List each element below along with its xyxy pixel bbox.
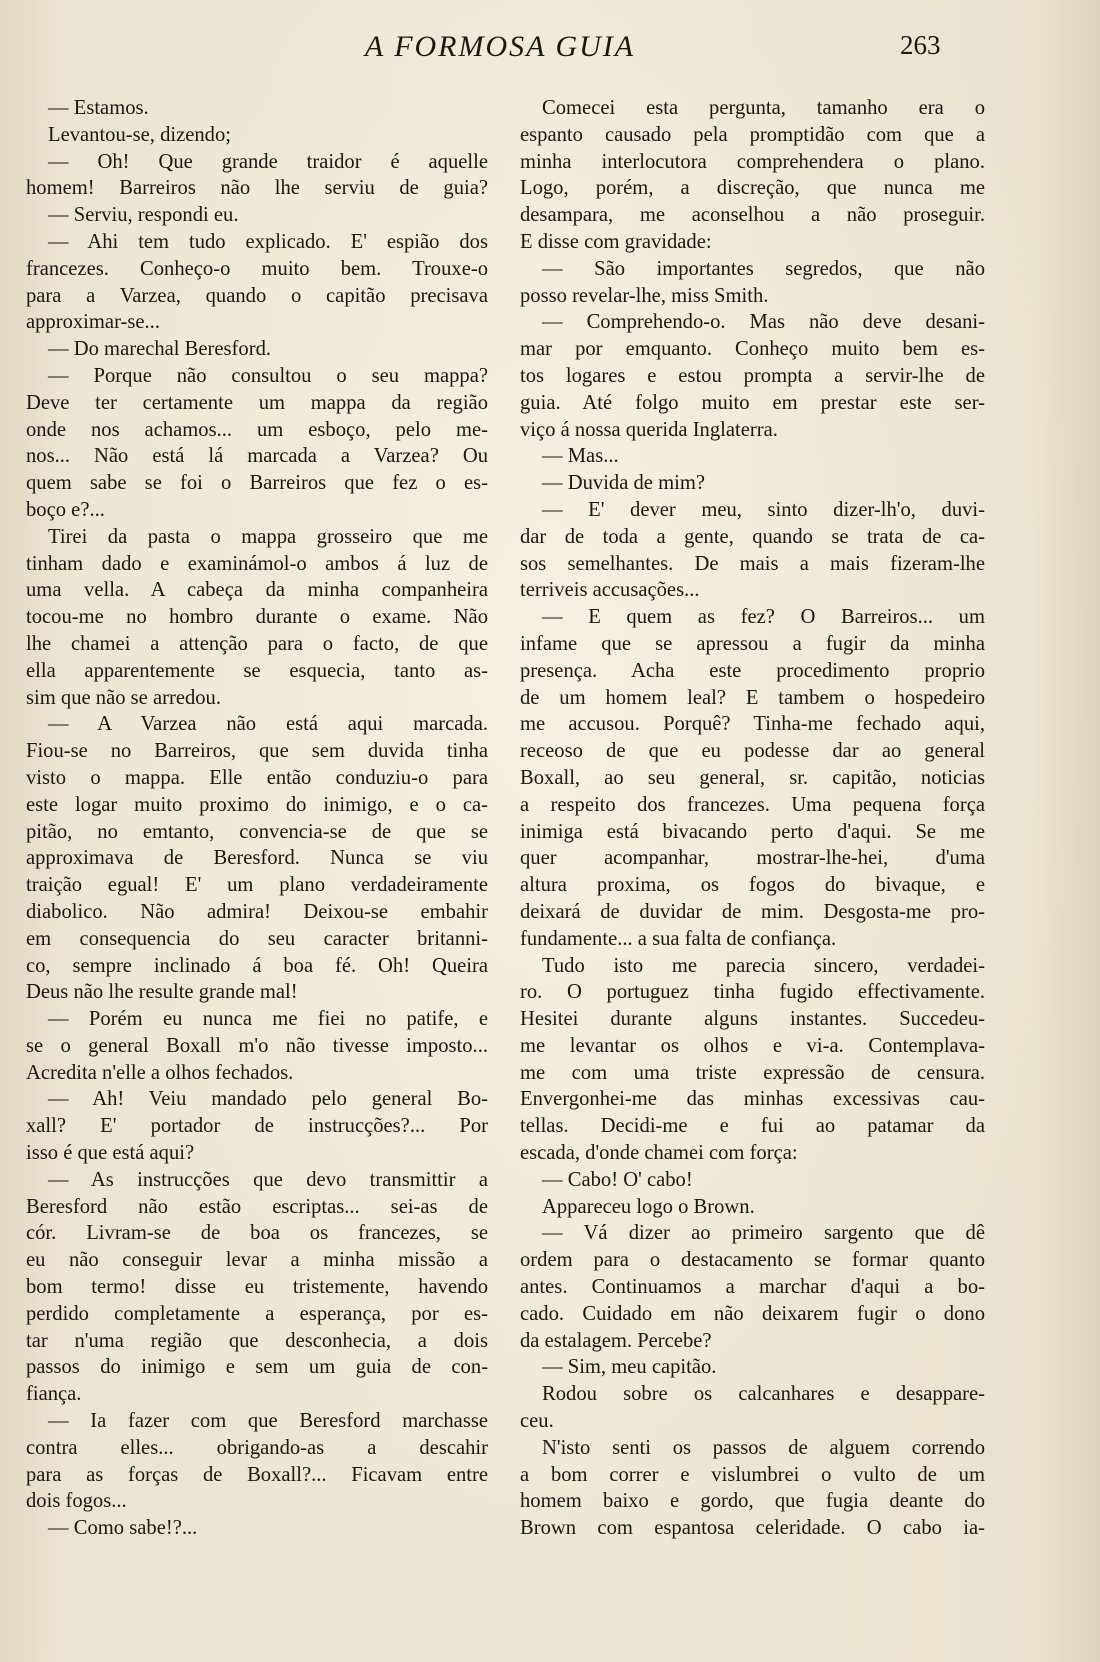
text-line: em consequencia do seu caracter britanni- [26,927,488,950]
text-line: dar de toda a gente, quando se trata de ca- [520,525,985,548]
text-line: de um homem leal? E tambem o hospedeiro [520,686,985,709]
text-line: Boxall, ao seu general, sr. capitão, noticias [520,766,985,789]
text-line: onde nos achamos... um esboço, pelo me- [26,418,488,441]
text-line: sos semelhantes. De mais a mais fizeram-lhe [520,552,985,575]
text-line: fundamente... a sua falta de confiança. [520,927,837,950]
text-line: escada, d'onde chamei com força: [520,1142,798,1165]
text-line: co, sempre inclinado á boa fé. Oh! Queira [26,954,488,977]
text-line: presença. Acha este procedimento proprio [520,659,985,682]
text-line: para as forças de Boxall?... Ficavam entre [26,1463,488,1486]
text-line: ceu. [520,1410,554,1433]
text-line: N'isto senti os passos de alguem correndo [542,1436,985,1459]
text-line: pitão, no emtanto, convencia-se de que se [26,820,488,843]
text-line: — Ia fazer com que Beresford marchasse [48,1410,488,1433]
text-line: espanto causado pela promptidão com que a [520,123,985,146]
text-line: passos do inimigo e sem um guia de con- [26,1356,488,1379]
text-line: a bom correr e vislumbrei o vulto de um [520,1463,985,1486]
text-line: — As instrucções que devo transmittir a [48,1168,488,1191]
text-line: Envergonhei-me das minhas excessivas cau- [520,1088,985,1111]
text-line: cór. Livram-se de boa os francezes, se [26,1222,488,1245]
text-line: Logo, porém, a discreção, que nunca me [520,177,985,200]
text-line: ella apparentemente se esquecia, tanto as- [26,659,488,682]
text-line: — Do marechal Beresford. [48,338,272,361]
text-line: desampara, me aconselhou a não proseguir. [520,204,985,227]
text-line: tocou-me no hombro durante o exame. Não [26,606,488,629]
text-line: nos... Não está lá marcada a Varzea? Ou [26,445,488,468]
text-line: Deus não lhe resulte grande mal! [26,981,298,1004]
text-line: — Serviu, respondi eu. [48,204,239,227]
text-line: tinham dado e examinámol-o ambos á luz de [26,552,488,575]
text-line: traição egual! E' um plano verdadeiramente [26,874,488,897]
text-line: Levantou-se, dizendo; [48,123,231,146]
text-line: xall? E' portador de instrucções?... Por [26,1115,488,1138]
text-line: approximava de Beresford. Nunca se viu [26,847,488,870]
text-line: viço á nossa querida Inglaterra. [520,418,778,441]
text-line: antes. Continuamos a marchar d'aqui a bo- [520,1276,985,1299]
text-line: — Como sabe!?... [48,1517,198,1540]
text-line: cado. Cuidado em não deixarem fugir o dono [520,1302,985,1325]
text-line: se o general Boxall m'o não tivesse imposto... [26,1034,488,1057]
text-line: me accusou. Porquê? Tinha-me fechado aqui, [520,713,985,736]
text-line: Appareceu logo o Brown. [542,1195,755,1218]
text-line: altura proxima, os fogos do bivaque, e [520,874,985,897]
text-line: — Vá dizer ao primeiro sargento que dê [542,1222,985,1245]
text-line: Hesitei durante alguns instantes. Succedeu- [520,1008,985,1031]
right-text-column [520,95,985,1542]
text-line: Fiou-se no Barreiros, que sem duvida tinha [26,740,488,763]
text-line: perdido completamente a esperança, por es- [26,1302,488,1325]
text-line: tellas. Decidi-me e fui ao patamar da [520,1115,985,1138]
text-line: terriveis accusações... [520,579,700,602]
text-line: — Porém eu nunca me fiei no patife, e [48,1008,488,1031]
text-line: — E quem as fez? O Barreiros... um [542,606,985,629]
text-line: — E' dever meu, sinto dizer-lh'o, duvi- [542,498,985,521]
text-line: — Sim, meu capitão. [542,1356,717,1379]
text-line: quem sabe se foi o Barreiros que fez o es- [26,472,488,495]
text-line: tos logares e estou prompta a servir-lhe de [520,364,985,387]
text-line: — Oh! Que grande traidor é aquelle [48,150,488,173]
text-line: mar por emquanto. Conheço muito bem es- [520,338,985,361]
text-line: — Ah! Veiu mandado pelo general Bo- [48,1088,488,1111]
text-line: da estalagem. Percebe? [520,1329,712,1352]
text-line: — Estamos. [48,97,149,119]
text-line: uma vella. A cabeça da minha companheira [26,579,488,602]
text-line: Rodou sobre os calcanhares e desappare- [542,1383,985,1406]
text-line: dois fogos... [26,1490,127,1513]
text-line: Brown com espantosa celeridade. O cabo ia- [520,1517,985,1540]
text-line: homem! Barreiros não lhe serviu de guia? [26,177,488,200]
text-line: inimiga está bivacando perto d'aqui. Se me [520,820,985,843]
text-line: approximar-se... [26,311,160,334]
text-line: me com uma triste expressão de censura. [520,1061,985,1084]
text-line: minha interlocutora comprehendera o plano. [520,150,985,173]
text-line: posso revelar-lhe, miss Smith. [520,284,769,307]
text-line: Tudo isto me parecia sincero, verdadei- [542,954,985,977]
text-line: homem baixo e gordo, que fugia deante do [520,1490,985,1513]
text-line: — Duvida de mim? [542,472,706,495]
left-text-column [26,95,488,1542]
text-line: lhe chamei a attenção para o facto, de que [26,632,488,655]
text-line: eu não conseguir levar a minha missão a [26,1249,488,1272]
text-line: receoso de que eu podesse dar ao general [520,740,985,763]
text-line: francezes. Conheço-o muito bem. Trouxe-o [26,257,488,280]
text-line: boço e?... [26,498,105,521]
text-line: tar n'uma região que desconhecia, a dois [26,1329,488,1352]
text-line: Acredita n'elle a olhos fechados. [26,1061,294,1084]
text-line: — Mas... [542,445,619,468]
text-line: bom termo! disse eu tristemente, havendo [26,1276,488,1299]
text-line: — A Varzea não está aqui marcada. [48,713,488,736]
text-line: ro. O portuguez tinha fugido effectivamente. [520,981,985,1004]
page-number: 263 [900,30,941,60]
text-line: guia. Até folgo muito em prestar este ser- [520,391,985,414]
text-line: isso é que está aqui? [26,1142,195,1165]
text-line: quer acompanhar, mostrar-lhe-hei, d'uma [520,847,985,870]
text-line: Beresford não estão escriptas... sei-as de [26,1195,488,1218]
text-line: — Ahi tem tudo explicado. E' espião dos [48,230,488,253]
text-line: contra elles... obrigando-as a descahir [26,1436,488,1459]
text-line: visto o mappa. Elle então conduziu-o para [26,766,488,789]
text-line: me levantar os olhos e vi-a. Contemplava- [520,1034,985,1057]
text-line: para a Varzea, quando o capitão precisava [26,284,488,307]
text-line: — Comprehendo-o. Mas não deve desani- [542,311,985,334]
running-header-title: A FORMOSA GUIA [364,30,636,63]
text-line: — Porque não consultou o seu mappa? [48,364,488,387]
text-line: infame que se apressou a fugir da minha [520,632,985,655]
text-line: diabolico. Não admira! Deixou-se embahir [26,900,488,923]
text-line: sim que não se arredou. [26,686,222,709]
text-line: Tirei da pasta o mappa grosseiro que me [48,525,488,548]
text-line: — São importantes segredos, que não [542,257,985,280]
text-line: Deve ter certamente um mappa da região [26,391,488,414]
text-line: ordem para o destacamento se formar quanto [520,1249,985,1272]
text-line: E disse com gravidade: [520,230,712,253]
text-line: a respeito dos francezes. Uma pequena força [520,793,985,816]
text-line: fiança. [26,1383,82,1406]
text-line: Comecei esta pergunta, tamanho era o [542,97,985,119]
text-line: — Cabo! O' cabo! [542,1168,693,1191]
text-line: deixará de duvidar de mim. Desgosta-me pro- [520,900,985,923]
text-line: este logar muito proximo do inimigo, e o ca- [26,793,488,816]
